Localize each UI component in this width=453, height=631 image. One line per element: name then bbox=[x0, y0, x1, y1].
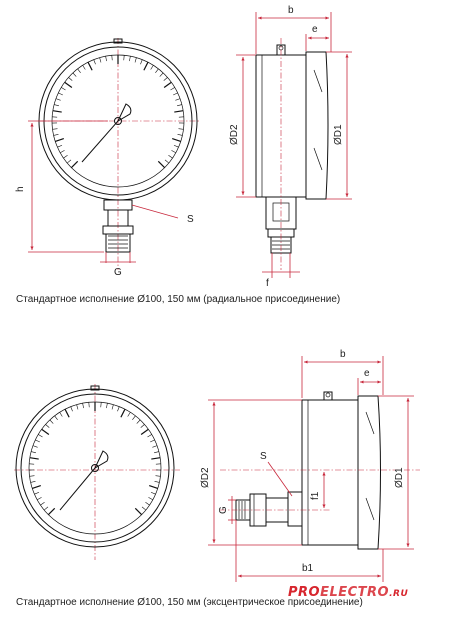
dial-tick bbox=[145, 502, 149, 505]
dial-tick bbox=[55, 416, 58, 420]
dial-tick bbox=[117, 407, 119, 412]
radial-side-view bbox=[229, 5, 352, 289]
dial-tick bbox=[42, 429, 49, 434]
eccentric-side-view bbox=[200, 349, 420, 582]
label-f: f bbox=[266, 278, 269, 289]
dial-tick bbox=[30, 476, 35, 477]
dial-tick bbox=[54, 134, 59, 135]
dial-tick bbox=[53, 111, 62, 112]
proelectro-logo bbox=[288, 585, 408, 600]
dial-tick bbox=[128, 412, 131, 416]
dial-tick bbox=[129, 56, 130, 61]
eccentric-front-view bbox=[14, 384, 180, 560]
dial-tick bbox=[106, 56, 107, 61]
dial-tick bbox=[177, 105, 182, 106]
dial-tick bbox=[83, 65, 86, 69]
dial-tick bbox=[37, 497, 41, 499]
dial-tick bbox=[38, 434, 42, 437]
dial-tick bbox=[106, 403, 107, 408]
label-d2-2: ØD2 bbox=[200, 467, 211, 488]
dial-tick bbox=[56, 99, 61, 101]
dial-tick bbox=[173, 93, 178, 95]
dial-tick bbox=[78, 69, 81, 73]
dial-tick bbox=[154, 452, 159, 453]
dial-tick bbox=[142, 507, 146, 510]
dial-tick bbox=[48, 508, 54, 514]
label-e: e bbox=[312, 24, 318, 35]
dial-tick bbox=[171, 87, 175, 90]
dial-tick bbox=[141, 424, 145, 427]
label-d1-2: ØD1 bbox=[394, 467, 405, 488]
dial-tick bbox=[30, 458, 39, 459]
dial-tick bbox=[31, 481, 36, 482]
dial-tick bbox=[100, 58, 101, 63]
logo-part-pro: PRO bbox=[288, 585, 320, 600]
dial-tick bbox=[35, 440, 40, 442]
label-b1: b1 bbox=[302, 563, 314, 574]
dial-tick bbox=[172, 139, 181, 142]
dial-tick bbox=[135, 508, 141, 514]
dial-tick bbox=[67, 160, 71, 163]
dial-tick bbox=[57, 145, 62, 147]
dial-tick bbox=[77, 405, 78, 410]
dial-tick bbox=[135, 58, 136, 63]
dial-tick bbox=[148, 497, 152, 499]
label-s-2: S bbox=[260, 451, 267, 462]
dial-tick bbox=[71, 407, 73, 412]
dial-tick bbox=[58, 93, 63, 95]
label-g: G bbox=[114, 267, 122, 278]
dial-tick bbox=[34, 492, 39, 494]
dial-tick bbox=[150, 440, 155, 442]
dial-tick bbox=[156, 476, 161, 477]
dial-tick bbox=[148, 434, 152, 437]
dial-tick bbox=[31, 452, 36, 453]
dial-tick bbox=[61, 87, 65, 90]
dial-tick bbox=[50, 420, 53, 424]
dial-tick bbox=[83, 403, 84, 408]
label-g-2: G bbox=[218, 506, 229, 514]
dial-tick bbox=[165, 160, 169, 163]
dial-tick bbox=[152, 446, 157, 448]
dial-tick bbox=[149, 486, 158, 489]
logo-part-electro: ELECTRO bbox=[320, 585, 389, 600]
dial-tick bbox=[54, 105, 59, 106]
dial-tick bbox=[65, 409, 69, 417]
dial-tick bbox=[121, 409, 125, 417]
dial-tick bbox=[137, 420, 140, 424]
label-d2: ØD2 bbox=[229, 124, 240, 145]
dial-tick bbox=[168, 155, 172, 158]
label-e-2: e bbox=[364, 368, 370, 379]
dial-tick bbox=[132, 416, 135, 420]
dial-tick bbox=[63, 155, 67, 158]
label-f1: f1 bbox=[310, 491, 321, 500]
dial-tick bbox=[141, 429, 148, 434]
dial-tick bbox=[44, 507, 48, 510]
dial-tick bbox=[155, 481, 160, 482]
dial-tick bbox=[174, 145, 179, 147]
dial-tick bbox=[175, 99, 180, 101]
dial-tick bbox=[160, 73, 163, 77]
dial-tick bbox=[40, 502, 44, 505]
dial-tick bbox=[164, 77, 168, 80]
radial-front-view bbox=[15, 38, 200, 278]
dial-tick bbox=[171, 150, 175, 152]
dial-tick bbox=[60, 412, 63, 416]
dial-tick bbox=[45, 424, 49, 427]
dial-tick bbox=[151, 492, 156, 494]
dial-tick bbox=[68, 77, 72, 80]
label-h: h bbox=[15, 186, 26, 192]
dial-tick bbox=[73, 73, 76, 77]
caption-eccentric: Стандартное исполнение Ø100, 150 мм (эксцентрическое присоединение) bbox=[16, 597, 363, 608]
dial-tick bbox=[158, 161, 164, 167]
label-b: b bbox=[288, 5, 294, 16]
dial-tick bbox=[144, 62, 148, 70]
label-s: S bbox=[187, 214, 194, 225]
dial-tick bbox=[155, 69, 158, 73]
dial-tick bbox=[65, 82, 72, 87]
dial-tick bbox=[151, 65, 154, 69]
dial-tick bbox=[140, 60, 142, 65]
caption-radial: Стандартное исполнение Ø100, 150 мм (радиальное присоединение) bbox=[16, 294, 340, 305]
dial-tick bbox=[60, 150, 64, 152]
dial-tick bbox=[88, 62, 92, 70]
dial-tick bbox=[179, 129, 184, 130]
dial-tick bbox=[55, 139, 64, 142]
dial-tick bbox=[71, 161, 77, 167]
dial-tick bbox=[53, 129, 58, 130]
dial-tick bbox=[174, 111, 183, 112]
dial-tick bbox=[164, 82, 171, 87]
dial-tick bbox=[151, 458, 160, 459]
dial-tick bbox=[33, 446, 38, 448]
dial-tick bbox=[32, 486, 41, 489]
logo-part-ru: .RU bbox=[389, 589, 408, 599]
dial-tick bbox=[94, 60, 96, 65]
label-d1: ØD1 bbox=[333, 124, 344, 145]
dial-tick bbox=[112, 405, 113, 410]
dial-tick bbox=[178, 134, 183, 135]
label-b-2: b bbox=[340, 349, 346, 360]
